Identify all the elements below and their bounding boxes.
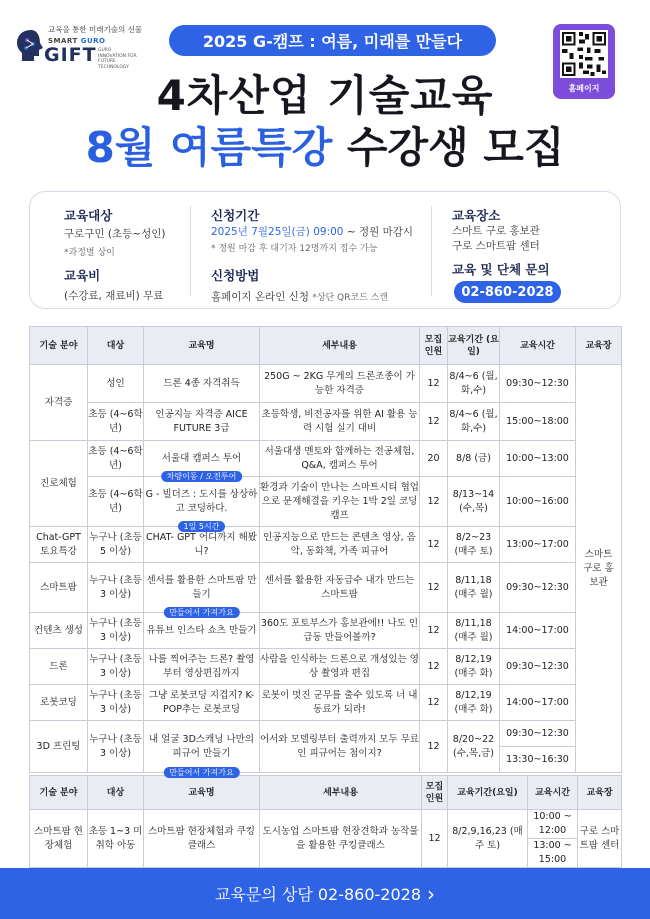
cell-name: 드론 4종 자격취득 — [144, 365, 260, 403]
cell-period: 8/12,19 (매주 화) — [448, 685, 500, 721]
cell-detail: 360도 포토부스가 홍보관에!! 나도 인급동 만들어볼까? — [260, 613, 420, 649]
target-heading: 교육대상 — [64, 208, 113, 223]
col-header: 세부내용 — [260, 327, 420, 365]
cell-target: 성인 — [88, 365, 144, 403]
table-row — [30, 649, 622, 685]
cell-field: 스마트팜 — [30, 563, 88, 613]
logo-gift: GIFT — [44, 44, 97, 66]
title-rest: 수강생 모집 — [346, 123, 565, 172]
col-header: 기술 분야 — [30, 327, 88, 365]
cell-name: CHAT- GPT 어디까지 해봤니? — [144, 527, 260, 563]
cell-period: 8/20~22 (수,목,금) — [448, 721, 500, 773]
cell-time: 09:30~12:30 — [500, 721, 576, 747]
cell-detail: 어서와 모델링부터 출력까지 모두 무료인 피규어는 첨이지? — [260, 721, 420, 773]
cell-field: 드론 — [30, 649, 88, 685]
cell-capacity: 20 — [420, 441, 448, 477]
cell-detail: 센서를 활용한 자동급수 내가 만드는 스마트팜 — [260, 563, 420, 613]
cell-detail: 서울대생 멘토와 함께하는 전공체험, Q&A, 캠퍼스 투어 — [260, 441, 420, 477]
table-row — [30, 365, 622, 403]
table-row — [30, 613, 622, 649]
cell-target: 누구나 (초등5 이상) — [88, 527, 144, 563]
fee-heading: 교육비 — [64, 268, 101, 283]
qr-label: 홈페이지 — [568, 84, 600, 93]
cell-name: 인공지능 자격증 AICE FUTURE 3급 — [144, 403, 260, 441]
cell-detail: 로봇이 멋진 군무를 출수 있도록 너 내 동료가 되라! — [260, 685, 420, 721]
period-note: * 정원 마감 후 대기자 12명까지 접수 가능 — [211, 244, 378, 254]
cell-capacity: 12 — [420, 527, 448, 563]
cell-field: Chat-GPT 토요특강 — [30, 527, 88, 563]
col-header: 세부내용 — [260, 776, 422, 810]
cell-name: 나를 찍어주는 드론? 촬영부터 영상편집까지 — [144, 649, 260, 685]
cell-time: 09:30~12:30 — [500, 563, 576, 613]
cell-target: 초등 (4~6학년) — [88, 403, 144, 441]
cell-field: 로봇코딩 — [30, 685, 88, 721]
col-header: 교육기간(요일) — [448, 776, 528, 810]
table-row — [30, 810, 622, 839]
cell-name: 서울대 캠퍼스 투어 차량이동 / 오전투어 — [144, 441, 260, 477]
target-text: 구로구민 (초등~성인) — [64, 228, 166, 240]
period-text: 2025년 7월25일(금) 09:00 ~ 정원 마감시 — [211, 226, 414, 238]
cell-target: 누구나 (초등3 이상) — [88, 613, 144, 649]
cell-capacity: 12 — [420, 563, 448, 613]
cell-period: 8/8 (금) — [448, 441, 500, 477]
cell-target: 누구나 (초등3 이상) — [88, 649, 144, 685]
col-header: 교육시간 — [500, 327, 576, 365]
place-heading: 교육장소 — [452, 208, 501, 223]
cell-name: G - 빌더즈 : 도시를 상상하고 코딩하다. 1일 5시간 — [144, 477, 260, 527]
cell-field: 컨텐츠 생성 — [30, 613, 88, 649]
cell-period: 8/11,18 (매주 월) — [448, 563, 500, 613]
cell-name: 그냥 로봇코딩 지겹지? K-POP추는 로봇코딩 — [144, 685, 260, 721]
cell-place: 구로 스마트팜 센터 — [578, 810, 622, 868]
target-note: *과정별 상이 — [64, 248, 115, 258]
cell-detail: 도시농업 스마트팜 현장견학과 농작물을 활용한 쿠킹클래스 — [260, 810, 422, 868]
cell-time: 14:00~17:00 — [500, 613, 576, 649]
footer-contact-button[interactable] — [0, 868, 650, 919]
col-header: 기술 분야 — [30, 776, 88, 810]
logo-subtext: GURO INNOVATION FOR FUTURE TECHNOLOGY — [98, 48, 137, 70]
method-heading: 신청방법 — [211, 268, 260, 283]
brain-circuit-icon — [14, 28, 48, 64]
info-panel — [29, 191, 621, 309]
cell-capacity: 12 — [420, 613, 448, 649]
col-header: 대상 — [88, 327, 144, 365]
cell-name: 유튜브 인스타 쇼츠 만들기 — [144, 613, 260, 649]
cell-detail: 250G ~ 2KG 무게의 드론조종이 가능한 자격증 — [260, 365, 420, 403]
cell-period: 8/4~6 (월,화,수) — [448, 365, 500, 403]
place-text-2: 구로 스마트팜 센터 — [452, 240, 540, 252]
cell-target: 누구나 (초등3 이상) — [88, 563, 144, 613]
table-row — [30, 403, 622, 441]
cell-field: 진로체험 — [30, 441, 88, 527]
col-header: 교육장 — [576, 327, 622, 365]
cell-name: 센서를 활용한 스마트팜 만들기 만들어서 가져가요 — [144, 563, 260, 613]
cell-capacity: 12 — [420, 477, 448, 527]
cell-target: 초등 1~3 미취학 아동 — [88, 810, 144, 868]
cell-field: 3D 프린팅 — [30, 721, 88, 773]
cell-target: 누구나 (초등3 이상) — [88, 721, 144, 773]
cell-time: 10:00 ~ 12:00 — [528, 810, 578, 839]
badge: 차량이동 / 오전투어 — [161, 471, 243, 482]
cell-capacity: 12 — [420, 365, 448, 403]
divider — [190, 206, 191, 296]
cell-detail: 사람을 인식하는 드론으로 개성있는 영상 촬영과 편집 — [260, 649, 420, 685]
contact-phone-pill[interactable]: 02-860-2028 — [454, 281, 561, 303]
cell-name: 스마트팜 현장체험과 쿠킹클래스 — [144, 810, 260, 868]
title-highlight: 8월 여름특강 — [85, 123, 333, 172]
cell-time: 15:00~18:00 — [500, 403, 576, 441]
cell-period: 8/2,9,16,23 (매주 토) — [448, 810, 528, 868]
badge: 만들어서 가져가요 — [163, 767, 239, 778]
cell-time: 13:00~17:00 — [500, 527, 576, 563]
contact-heading: 교육 및 단체 문의 — [452, 262, 550, 277]
col-header: 교육명 — [144, 776, 260, 810]
col-header: 교육기간 (요일) — [448, 327, 500, 365]
main-title-line2 — [0, 115, 650, 175]
cell-period: 8/4~6 (월,화,수) — [448, 403, 500, 441]
cell-time: 14:00~17:00 — [500, 685, 576, 721]
cell-place-merged: 스마트 구로 홍보관 — [576, 365, 622, 773]
footer-text: 교육문의 상담 02-860-2028 — [214, 885, 422, 904]
table-header-row — [30, 776, 622, 810]
cell-field: 스마트팜 현장체험 — [30, 810, 88, 868]
col-header: 모집 인원 — [422, 776, 448, 810]
cell-capacity: 12 — [420, 403, 448, 441]
cell-capacity: 12 — [420, 649, 448, 685]
badge: 1일 5시간 — [178, 521, 226, 532]
col-header: 교육장 — [578, 776, 622, 810]
cell-capacity: 12 — [420, 721, 448, 773]
cell-detail: 초등학생, 비전공자를 위한 AI 활용 능력 시험 실기 대비 — [260, 403, 420, 441]
col-header: 모집 인원 — [420, 327, 448, 365]
table-row — [30, 685, 622, 721]
cell-time: 13:30~16:30 — [500, 747, 576, 773]
fee-text: (수강료, 재료비) 무료 — [64, 290, 164, 302]
col-header: 교육명 — [144, 327, 260, 365]
cell-period: 8/2~23 (매주 토) — [448, 527, 500, 563]
cell-capacity: 12 — [422, 810, 448, 868]
cell-time: 13:00 ~ 15:00 — [528, 839, 578, 868]
place-text-1: 스마트 구로 홍보관 — [452, 225, 540, 237]
period-heading: 신청기간 — [211, 208, 260, 223]
col-header: 대상 — [88, 776, 144, 810]
cell-target: 초등 (4~6학년) — [88, 477, 144, 527]
cell-detail: 환경과 기술이 만나는 스마트시티 협업으로 문제해결을 키우는 1박 2일 코딩캠프 — [260, 477, 420, 527]
cell-time: 09:30~12:30 — [500, 649, 576, 685]
chevron-right-icon: › — [427, 881, 436, 906]
divider — [431, 206, 432, 296]
cell-capacity: 12 — [420, 685, 448, 721]
logo — [14, 24, 164, 70]
logo-smart-guro: SMART GURO — [48, 37, 106, 45]
cell-field: 자격증 — [30, 365, 88, 441]
cell-target: 누구나 (초등3 이상) — [88, 685, 144, 721]
table-row — [30, 441, 622, 477]
cell-period: 8/12,19 (매주 화) — [448, 649, 500, 685]
table-row — [30, 527, 622, 563]
col-header: 교육시간 — [528, 776, 578, 810]
badge: 만들어서 가져가요 — [163, 607, 239, 618]
cell-detail: 인공지능으로 만드는 콘텐츠 영상, 음악, 동화책, 가족 피규어 — [260, 527, 420, 563]
table-row — [30, 477, 622, 527]
camp-title-pill: 2025 G-캠프 : 여름, 미래를 만들다 — [169, 25, 496, 56]
cell-time: 09:30~12:30 — [500, 365, 576, 403]
table-header-row — [30, 327, 622, 365]
logo-tagline: 교육을 통한 미래기술의 선물 — [48, 25, 143, 34]
table-row — [30, 721, 622, 747]
cell-time: 10:00~16:00 — [500, 477, 576, 527]
table-row — [30, 563, 622, 613]
cell-period: 8/11,18 (매주 월) — [448, 613, 500, 649]
main-title-line1: 4차산업 기술교육 — [156, 71, 494, 120]
course-table — [29, 326, 622, 777]
cell-target: 초등 (4~6학년) — [88, 441, 144, 477]
farm-table — [29, 775, 622, 868]
cell-time: 10:00~13:00 — [500, 441, 576, 477]
method-text: 홈페이지 온라인 신청 *상단 QR코드 스캔 — [211, 291, 389, 303]
cell-period: 8/13~14 (수,목) — [448, 477, 500, 527]
cell-name: 내 얼굴 3D스캐닝 나만의 피규어 만들기 만들어서 가져가요 — [144, 721, 260, 773]
